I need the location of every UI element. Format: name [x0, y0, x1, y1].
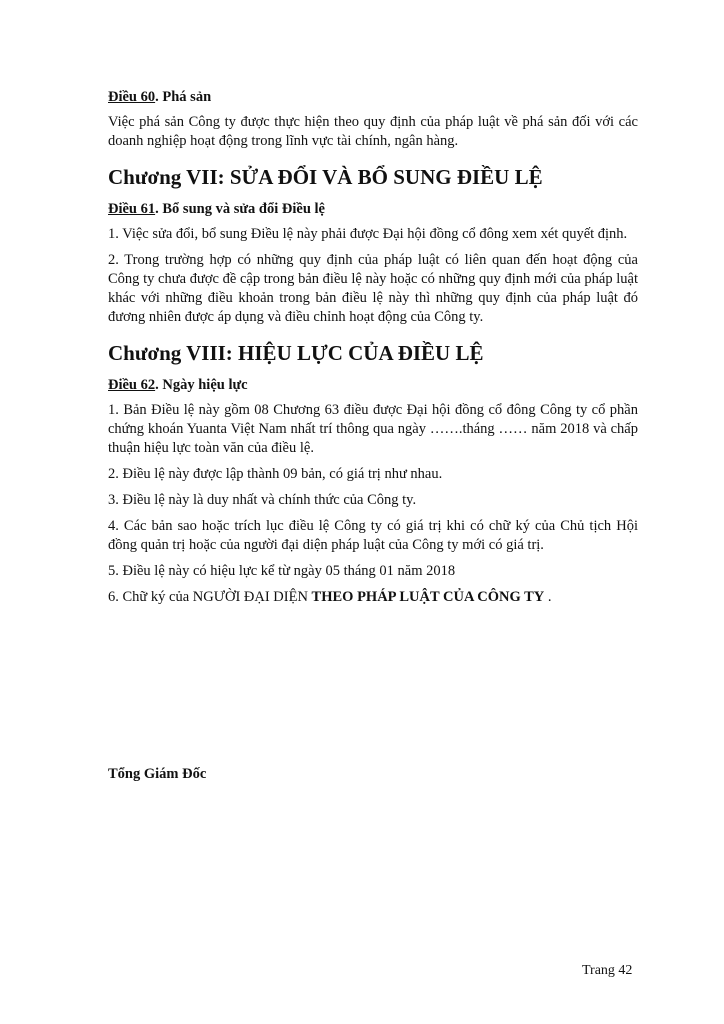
article-61-title: . Bổ sung và sửa đổi Điều lệ	[155, 201, 325, 217]
article-61-paragraph-2: 2. Trong trường hợp có những quy định của pháp luật có liên quan đến hoạt động của Công ty chưa được đề cập trong bản điều lệ này hoặc có những quy định mới của pháp luật khác với những điều khoản trong bản điều lệ này thì những quy định của pháp luật đó đương nhiên được áp dụng và điều chỉnh hoạt động của Công ty.	[108, 252, 638, 325]
item-6-bold: THEO PHÁP LUẬT CỦA CÔNG TY	[311, 589, 545, 605]
article-62-title: . Ngày hiệu lực	[155, 377, 248, 393]
item-6-prefix: 6. Chữ ký của NGƯỜI ĐẠI DIỆN	[108, 589, 312, 605]
article-60-heading	[108, 88, 638, 106]
page-number: Trang 42	[582, 963, 633, 978]
article-62-paragraph-5: 5. Điều lệ này có hiệu lực kể từ ngày 05 tháng 01 năm 2018	[108, 563, 456, 579]
article-62-paragraph-3: 3. Điều lệ này là duy nhất và chính thức của Công ty.	[108, 492, 417, 508]
article-62-paragraph-2: 2. Điều lệ này được lập thành 09 bản, có giá trị như nhau.	[108, 466, 443, 482]
article-60-paragraph-1: Việc phá sản Công ty được thực hiện theo quy định của pháp luật về phá sản đối với các doanh nghiệp hoạt động trong lĩnh vực tài chính, ngân hàng.	[108, 114, 638, 149]
chapter-8-heading: Chương VIII: HIỆU LỰC CỦA ĐIỀU LỆ	[108, 341, 484, 365]
article-61-heading	[108, 200, 638, 218]
article-62-heading	[108, 376, 638, 394]
article-62-paragraph-4: 4. Các bản sao hoặc trích lục điều lệ Công ty có giá trị khi có chữ ký của Chủ tịch Hội đồng quản trị hoặc của người đại diện pháp luật của Công ty mới có giá trị.	[108, 518, 638, 553]
article-62-paragraph-1: 1. Bản Điều lệ này gồm 08 Chương 63 điều được Đại hội đồng cổ đông Công ty cổ phần chứng khoán Yuanta Việt Nam nhất trí thông qua ngày …….tháng …… năm 2018 và chấp thuận hiệu lực toàn văn của điều lệ.	[108, 402, 638, 456]
article-62-number: Điều 62	[108, 377, 156, 393]
chapter-7-heading: Chương VII: SỬA ĐỔI VÀ BỔ SUNG ĐIỀU LỆ	[108, 165, 543, 189]
document-body	[108, 88, 638, 614]
item-6-suffix: .	[544, 589, 552, 605]
signature-title: Tổng Giám Đốc	[108, 766, 207, 782]
article-60-number: Điều 60	[108, 89, 156, 105]
article-62-paragraph-6	[108, 588, 638, 607]
article-61-number: Điều 61	[108, 201, 156, 217]
article-60-title: . Phá sản	[155, 89, 212, 105]
article-61-paragraph-1: 1. Việc sửa đổi, bổ sung Điều lệ này phải được Đại hội đồng cổ đông xem xét quyết định.	[108, 226, 628, 242]
